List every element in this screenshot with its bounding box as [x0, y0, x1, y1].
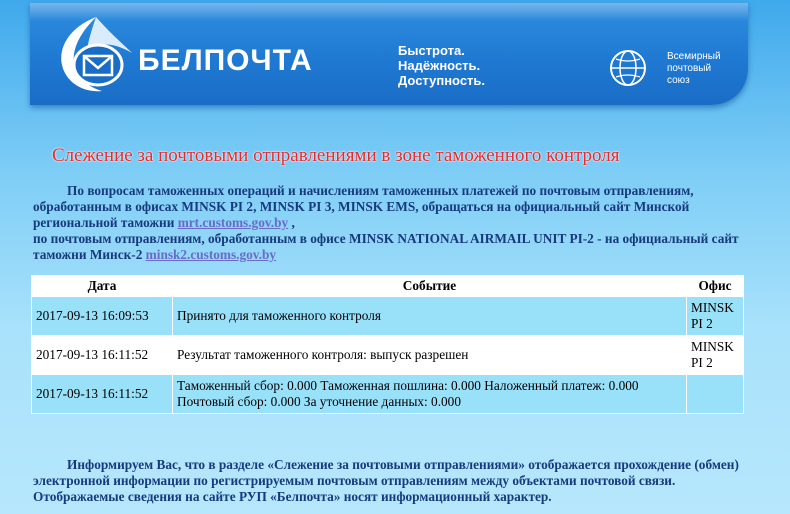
cell-office: MINSK PI 2 — [687, 297, 743, 335]
intro-text-1-end: , — [288, 215, 295, 230]
minsk2-customs-link[interactable]: minsk2.customs.gov.by — [145, 247, 277, 262]
table-row — [32, 297, 743, 335]
intro-line-2 — [33, 231, 753, 263]
slogan-line-3: Доступность. — [398, 73, 486, 88]
slogan-line-2: Надёжность. — [398, 58, 481, 73]
table-row — [32, 336, 743, 374]
mrt-customs-link[interactable]: mrt.customs.gov.by — [177, 215, 289, 230]
cell-date: 2017-09-13 16:11:52 — [32, 336, 172, 374]
table-header-row — [32, 276, 743, 296]
cell-office — [687, 375, 743, 413]
cell-office: MINSK PI 2 — [687, 336, 743, 374]
upu-line-3: союз — [667, 75, 690, 86]
header-event: Событие — [173, 276, 686, 296]
cell-date: 2017-09-13 16:09:53 — [32, 297, 172, 335]
upu-globe-icon — [608, 48, 648, 88]
cell-event: Результат таможенного контроля: выпуск разрешен — [173, 336, 686, 374]
header-office: Офис — [687, 276, 743, 296]
table-row — [32, 375, 743, 413]
tracking-table — [31, 275, 744, 414]
belpochta-logo-icon[interactable] — [52, 13, 140, 97]
cell-event: Принято для таможенного контроля — [173, 297, 686, 335]
cell-date: 2017-09-13 16:11:52 — [32, 375, 172, 413]
slogan — [398, 43, 508, 88]
intro-text-2: по почтовым отправлениям, обработанным в офисе MINSK NATIONAL AIRMAIL UNIT PI-2 - на официальный сайт таможни Минск-2 — [33, 231, 739, 262]
cell-event: Таможенный сбор: 0.000 Таможенная пошлина: 0.000 Наложенный платеж: 0.000 Почтовый сбор: 0.000 За уточнение данных: 0.000 — [173, 375, 686, 413]
slogan-line-1: Быстрота. — [398, 43, 465, 58]
header-banner — [30, 3, 748, 105]
upu-line-2: почтовый — [667, 63, 712, 74]
header-date: Дата — [32, 276, 172, 296]
upu-line-1: Всемирный — [667, 51, 721, 62]
info-disclaimer: Информируем Вас, что в разделе «Слежение за почтовыми отправлениями» отображается прохождение (обмен) электронной информации по регистрируемым почтовым отправлениям между объектами почтовой связи. Отображаемые сведения на сайте РУП «Белпочта» носят информационный характер. — [33, 457, 739, 504]
customs-info-paragraph — [33, 183, 753, 263]
page-title: Слежение за почтовыми отправлениями в зоне таможенного контроля — [52, 145, 620, 166]
brand-name[interactable]: БЕЛПОЧТА — [138, 44, 313, 77]
upu-label — [667, 51, 747, 87]
intro-text-1: По вопросам таможенных операций и начислениям таможенных платежей по почтовым отправлениям, обработанным в офисах MINSK PI 2, MINSK PI 3, MINSK EMS, обращаться на официальный сайт Минской региональной таможни — [33, 183, 694, 230]
